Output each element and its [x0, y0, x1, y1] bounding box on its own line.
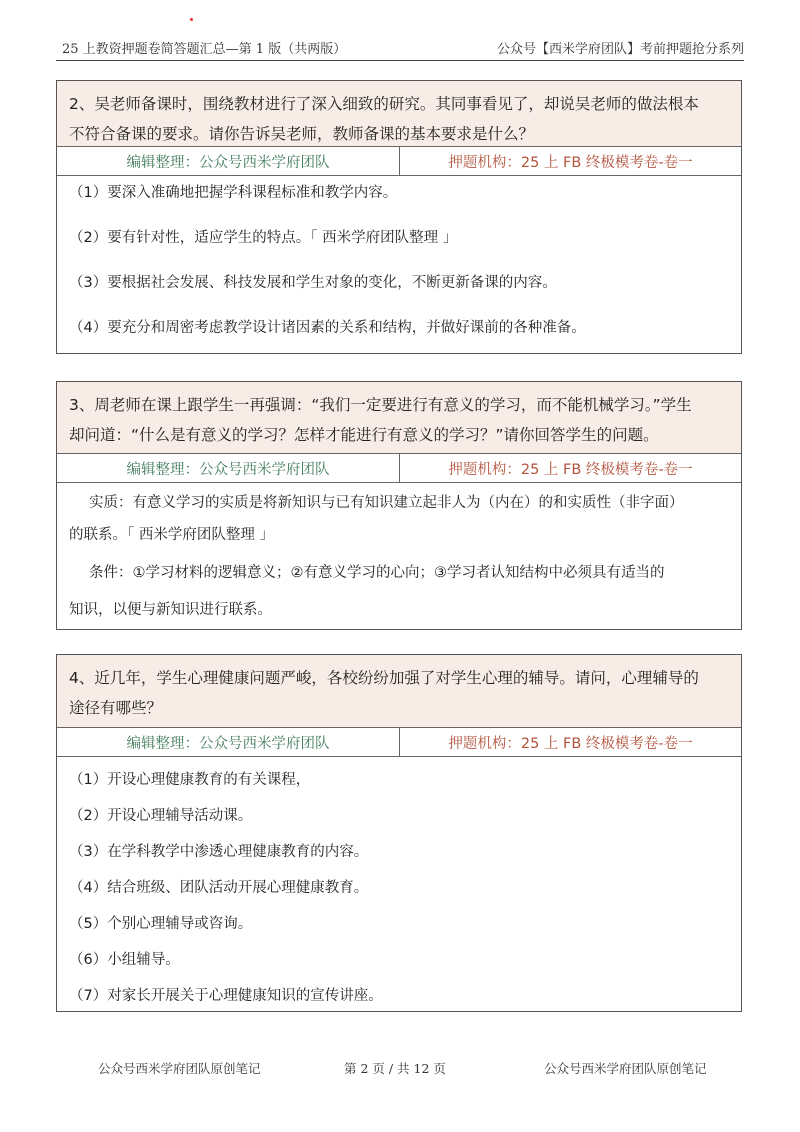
editor-credit: 编辑整理：公众号西米学府团队 [57, 454, 400, 482]
answer-line: （1）要深入准确地把握学科课程标准和教学内容。 [69, 185, 398, 201]
red-dot-mark [190, 18, 193, 21]
page-header [56, 34, 744, 61]
editor-credit: 编辑整理：公众号西米学府团队 [57, 147, 400, 175]
question-title-line: 途径有哪些？ [69, 699, 163, 717]
question-title-line: 4、近几年，学生心理健康问题严峻，各校纷纷加强了对学生心理的辅导。请问，心理辅导的 [69, 669, 699, 687]
editor-credit: 编辑整理：公众号西米学府团队 [57, 728, 400, 756]
answer-line: 实质：有意义学习的实质是将新知识与已有知识建立起非人为（内在）的和实质性（非字面） [89, 495, 684, 511]
answer-line: （6）小组辅导。 [69, 952, 180, 968]
question-title-line: 却问道：“什么是有意义的学习？怎样才能进行有意义的学习？”请你回答学生的问题。 [69, 426, 659, 444]
source-credit: 押题机构：25 上 FB 终极模考卷-卷一 [448, 461, 693, 478]
answer-line: 条件：①学习材料的逻辑意义；②有意义学习的心向；③学习者认知结构中必须具有适当的 [89, 565, 665, 581]
answer-line: （5）个别心理辅导或咨询。 [69, 916, 253, 932]
question-title-line: 2、吴老师备课时，围绕教材进行了深入细致的研究。其同事看见了，却说吴老师的做法根本 [69, 95, 699, 113]
meta-row [57, 728, 741, 757]
answer-area [57, 176, 741, 339]
question-title [57, 655, 741, 728]
question-title [57, 382, 741, 454]
header-right-text: 公众号【西米学府团队】考前押题抢分系列 [496, 42, 744, 57]
answer-line: （3）在学科教学中渗透心理健康教育的内容。 [69, 844, 369, 860]
answer-line: （2）开设心理辅导活动课。 [69, 808, 253, 824]
source-credit: 押题机构：25 上 FB 终极模考卷-卷一 [448, 154, 693, 171]
footer-left-text: 公众号西米学府团队原创笔记 [98, 1061, 261, 1076]
meta-row [57, 147, 741, 176]
page-number: 第 2 页 / 共 12 页 [344, 1061, 446, 1076]
question-block-3 [56, 381, 742, 630]
footer-right-text: 公众号西米学府团队原创笔记 [544, 1061, 707, 1076]
answer-line: 知识，以便与新知识进行联系。 [69, 602, 272, 618]
question-title-line: 3、周老师在课上跟学生一再强调：“我们一定要进行有意义的学习，而不能机械学习。”学生 [69, 396, 692, 414]
answer-line: （3）要根据社会发展、科技发展和学生对象的变化，不断更新备课的内容。 [69, 275, 557, 291]
source-credit: 押题机构：25 上 FB 终极模考卷-卷一 [448, 735, 693, 752]
question-block-2 [56, 80, 742, 354]
answer-line: （1）开设心理健康教育的有关课程， [69, 772, 311, 788]
meta-row [57, 454, 741, 483]
answer-line: （4）要充分和周密考虑教学设计诸因素的关系和结构，并做好课前的各种准备。 [69, 320, 586, 336]
question-title-line: 不符合备课的要求。请你告诉吴老师，教师备课的基本要求是什么？ [69, 125, 535, 143]
question-title [57, 81, 741, 147]
answer-line: （4）结合班级、团队活动开展心理健康教育。 [69, 880, 369, 896]
header-left-text: 25 上教资押题卷简答题汇总—第 1 版（共两版） [62, 42, 347, 57]
answer-line: 的联系。「 西米学府团队整理 」 [69, 527, 274, 543]
answer-line: （2）要有针对性，适应学生的特点。「 西米学府团队整理 」 [69, 230, 458, 246]
answer-line: （7）对家长开展关于心理健康知识的宣传讲座。 [69, 988, 383, 1004]
answer-area [57, 483, 741, 625]
question-block-4 [56, 654, 742, 1012]
answer-area [57, 757, 741, 1014]
